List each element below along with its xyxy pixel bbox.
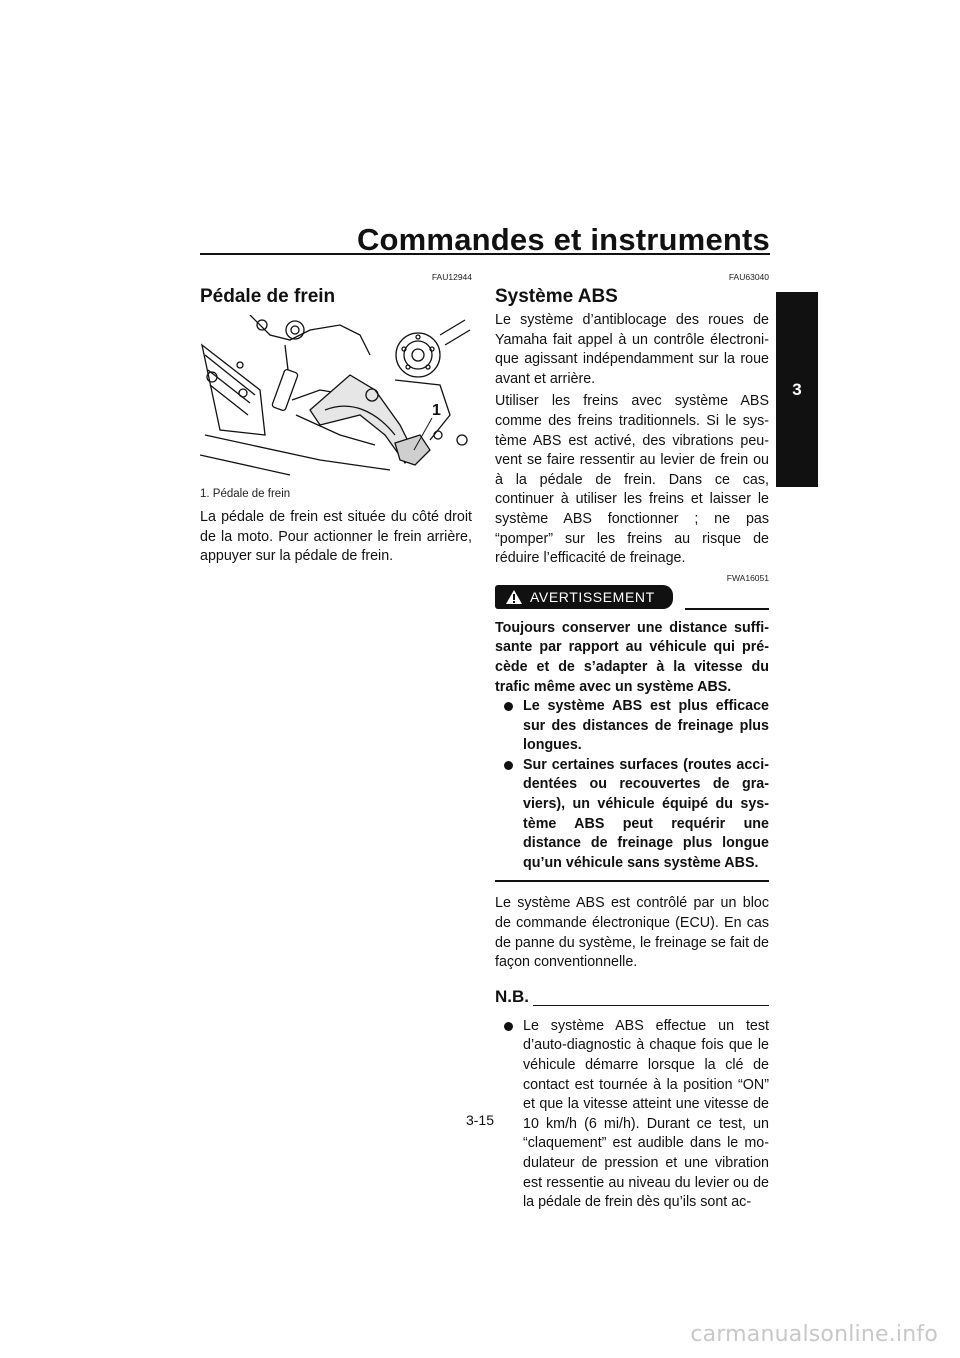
left-column — [200, 272, 472, 567]
figure-caption: 1. Pédale de frein — [200, 488, 291, 500]
warning-bullet-item — [495, 756, 769, 874]
page-header-title: Commandes et instruments — [356, 222, 770, 257]
section-code-abs: FAU63040 — [728, 272, 769, 282]
warning-triangle-icon — [505, 589, 523, 605]
abs-paragraph-1: Le système d’antiblocage des roues de Yamaha fait appel à un contrôle électronique agissant indépendamment sur la roue avant et arrière. — [495, 312, 769, 387]
figure-callout-1: 1 — [432, 402, 441, 419]
warning-label: AVERTISSEMENT — [530, 588, 655, 605]
note-rule — [533, 1005, 769, 1006]
bullet-dot-icon — [504, 702, 513, 711]
brake-pedal-paragraph: La pédale de frein est située du côté droit de la moto. Pour actionner le frein arrière, appuyer sur la pédale de frein. — [200, 509, 472, 565]
right-column — [495, 272, 769, 1213]
warning-badge — [495, 585, 673, 609]
brake-pedal-drawing — [200, 315, 472, 480]
header-rule — [200, 253, 770, 255]
warning-rule — [685, 608, 769, 610]
note-label: N.B. — [495, 986, 529, 1006]
warning-bullets — [495, 697, 769, 873]
warning-code: FWA16051 — [726, 572, 769, 583]
warning-header — [495, 585, 769, 611]
warning-intro: Toujours conserver une distance suffisante par rapport au véhicule qui précède et de s’adapter à la vitesse du trafic même avec un système ABS. — [495, 619, 769, 695]
note-bullet-text: Le système ABS effectue un test d’auto-diagnostic à chaque fois que le véhicule démarre lorsque la clé de contact est tournée à la position “ON” et que la vitesse atteint une vitesse de 10 km/h (6 mi/h). Durant ce test, un “claquement” est audible dans le modulateur de pression et une vibration est ressentie au niveau du levier ou de la pédale de frein dès qu’ils sont ac- — [523, 1017, 769, 1211]
warning-bullet-text: Sur certaines surfaces (routes accidentées ou recouvertes de graviers), un véhicule équipé du système ABS peut requérir une distance de freinage plus longue qu’un véhicule sans système ABS. — [523, 756, 769, 871]
watermark: carmanualsonline.info — [690, 1322, 938, 1347]
warning-end-rule — [495, 880, 769, 882]
warning-bullet-item — [495, 697, 769, 756]
warning-body — [495, 619, 769, 874]
bullet-dot-icon — [504, 1022, 513, 1031]
chapter-tab: 3 — [776, 292, 818, 487]
section-code: FAU12944 — [431, 272, 472, 282]
abs-paragraph-2: Utiliser les freins avec système ABS comme des freins traditionnels. Si le système ABS est activé, des vibrations peuvent se faire ressentir au levier de frein ou à la pédale de frein. Dans ce cas, continuer à utiliser les freins et laisser le système ABS fonctionner ; ne pas “pomper” sur les freins au risque de réduire l’efficacité de freinage. — [495, 393, 769, 567]
note-header — [495, 987, 769, 1011]
brake-pedal-illustration — [200, 315, 472, 480]
section-title-brake-pedal: Pédale de frein — [200, 286, 336, 307]
warning-bullet-text: Le système ABS est plus efficace sur des distances de freinage plus longues. — [523, 698, 769, 754]
section-title-abs: Système ABS — [495, 286, 618, 307]
abs-paragraph-3: Le système ABS est contrôlé par un bloc de commande électronique (ECU). En cas de panne du système, le freinage se fait de façon conventionnelle. — [495, 895, 769, 971]
bullet-dot-icon — [504, 761, 513, 770]
page-number: 3-15 — [465, 1112, 495, 1128]
